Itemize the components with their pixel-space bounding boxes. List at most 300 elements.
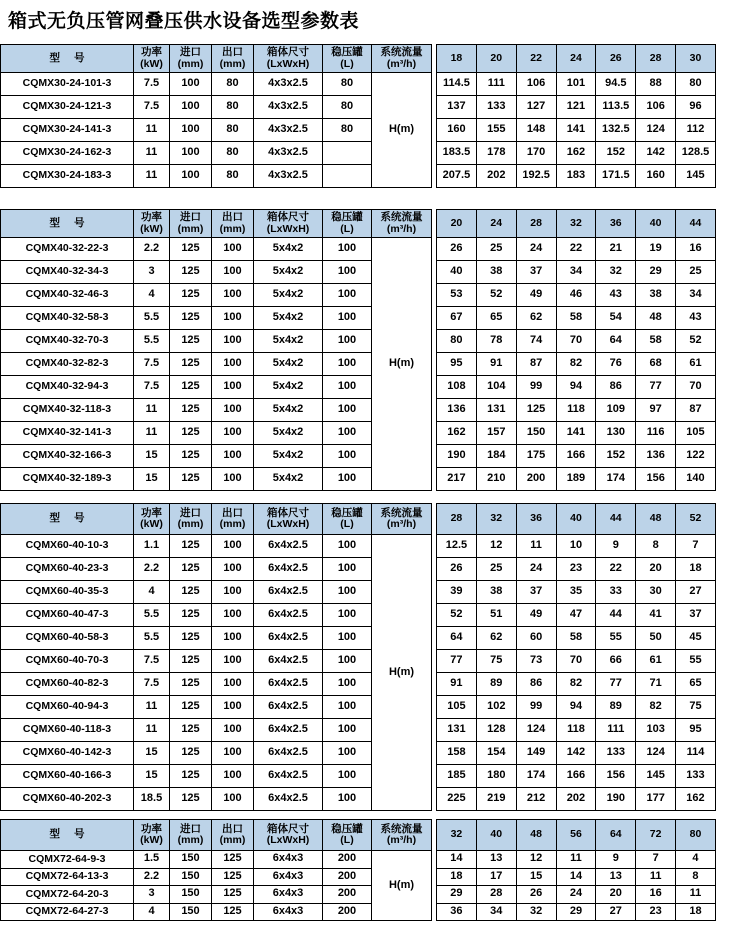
cell-head-value: 8	[676, 868, 716, 886]
page-title: 箱式无负压管网叠压供水设备选型参数表	[8, 10, 360, 32]
cell-head-value: 112	[676, 119, 716, 142]
cell-head-value: 77	[437, 650, 477, 673]
cell-head-value: 184	[476, 445, 516, 468]
table-row	[1, 650, 716, 673]
header-unit: (LxWxH)	[266, 57, 310, 70]
cell-head-value: 21	[596, 238, 636, 261]
flow-value-header: 22	[516, 45, 556, 73]
spec-table-4	[0, 819, 716, 921]
cell-box-size: 5x4x2	[254, 376, 323, 399]
header-unit: (mm)	[219, 57, 246, 70]
cell-model: CQMX40-32-82-3	[1, 353, 134, 376]
cell-head-value: 124	[516, 719, 556, 742]
cell-outlet: 100	[212, 376, 254, 399]
cell-head-value: 160	[437, 119, 477, 142]
cell-head-value: 23	[556, 558, 596, 581]
cell-model: CQMX60-40-166-3	[1, 765, 134, 788]
header-unit: (L)	[340, 834, 354, 846]
cell-outlet: 100	[212, 468, 254, 491]
cell-model: CQMX60-40-118-3	[1, 719, 134, 742]
cell-head-value: 16	[636, 886, 676, 904]
cell-model: CQMX40-32-34-3	[1, 261, 134, 284]
cell-power: 15	[134, 445, 170, 468]
cell-head-value: 18	[676, 903, 716, 921]
flow-value-header: 48	[516, 820, 556, 851]
cell-head-value: 87	[676, 399, 716, 422]
cell-head-value: 86	[596, 376, 636, 399]
cell-model: CQMX30-24-162-3	[1, 142, 134, 165]
cell-power: 11	[134, 119, 170, 142]
cell-head-value: 61	[676, 353, 716, 376]
flow-value-header: 40	[556, 504, 596, 535]
cell-outlet: 80	[212, 96, 254, 119]
cell-head-value: 12	[516, 851, 556, 869]
cell-head-value: 105	[437, 696, 477, 719]
cell-tank: 100	[323, 353, 372, 376]
cell-tank: 100	[323, 696, 372, 719]
cell-head-value: 74	[516, 330, 556, 353]
header-inlet	[170, 210, 212, 238]
flow-value-header: 44	[596, 504, 636, 535]
cell-head-value: 15	[516, 868, 556, 886]
cell-tank: 100	[323, 604, 372, 627]
cell-head-value: 109	[596, 399, 636, 422]
cell-head-value: 202	[476, 165, 516, 188]
cell-head-value: 113.5	[596, 96, 636, 119]
cell-head-value: 174	[516, 765, 556, 788]
cell-tank: 100	[323, 445, 372, 468]
cell-model: CQMX72-64-13-3	[1, 868, 134, 886]
cell-head-value: 77	[636, 376, 676, 399]
cell-head-value: 30	[636, 581, 676, 604]
cell-box-size: 5x4x2	[254, 399, 323, 422]
cell-head-value: 118	[556, 399, 596, 422]
cell-power: 4	[134, 284, 170, 307]
header-line: 箱体尺寸	[267, 211, 309, 224]
cell-model: CQMX60-40-70-3	[1, 650, 134, 673]
header-line: 功率	[141, 46, 162, 59]
cell-tank: 80	[323, 119, 372, 142]
cell-power: 4	[134, 581, 170, 604]
cell-head-value: 95	[676, 719, 716, 742]
header-unit: (L)	[340, 57, 354, 70]
cell-box-size: 5x4x2	[254, 468, 323, 491]
header-power	[134, 210, 170, 238]
cell-head-value: 11	[556, 851, 596, 869]
header-line: 功率	[141, 506, 162, 519]
header-line: 稳压罐	[331, 822, 363, 835]
cell-inlet: 125	[170, 650, 212, 673]
header-unit: (LxWxH)	[266, 834, 310, 846]
cell-head-value: 122	[676, 445, 716, 468]
cell-power: 2.2	[134, 558, 170, 581]
table-row	[1, 742, 716, 765]
cell-head-value: 106	[636, 96, 676, 119]
cell-head-value: 62	[476, 627, 516, 650]
cell-box-size: 5x4x2	[254, 307, 323, 330]
cell-head-value: 24	[556, 886, 596, 904]
cell-power: 7.5	[134, 650, 170, 673]
cell-head-value: 127	[516, 96, 556, 119]
cell-outlet: 125	[212, 851, 254, 869]
table-header-row	[1, 45, 716, 73]
cell-box-size: 6x4x3	[254, 886, 323, 904]
cell-box-size: 6x4x2.5	[254, 535, 323, 558]
table-row	[1, 165, 716, 188]
cell-head-value: 82	[556, 353, 596, 376]
cell-box-size: 5x4x2	[254, 422, 323, 445]
cell-power: 11	[134, 719, 170, 742]
table-row	[1, 261, 716, 284]
cell-head-value: 9	[596, 851, 636, 869]
header-unit: (mm)	[177, 222, 204, 235]
cell-head-value: 152	[596, 142, 636, 165]
cell-head-value: 75	[676, 696, 716, 719]
cell-head-value: 77	[596, 673, 636, 696]
cell-box-size: 6x4x2.5	[254, 696, 323, 719]
cell-inlet: 125	[170, 627, 212, 650]
cell-head-value: 25	[476, 238, 516, 261]
cell-head-value: 58	[556, 627, 596, 650]
cell-head-value: 14	[437, 851, 477, 869]
cell-inlet: 125	[170, 284, 212, 307]
cell-head-value: 105	[676, 422, 716, 445]
table-row	[1, 284, 716, 307]
cell-head-value: 44	[596, 604, 636, 627]
header-unit: (mm)	[177, 57, 204, 70]
spec-block-4	[0, 819, 716, 921]
cell-power: 5.5	[134, 307, 170, 330]
cell-head-value: 4	[676, 851, 716, 869]
cell-head-value: 142	[556, 742, 596, 765]
cell-head-value: 150	[516, 422, 556, 445]
cell-tank: 100	[323, 330, 372, 353]
cell-head-value: 43	[676, 307, 716, 330]
cell-model: CQMX30-24-183-3	[1, 165, 134, 188]
cell-head-value: 178	[476, 142, 516, 165]
cell-outlet: 100	[212, 673, 254, 696]
cell-head-value: 124	[636, 742, 676, 765]
flow-value-header: 36	[596, 210, 636, 238]
cell-tank: 100	[323, 673, 372, 696]
cell-head-value: 67	[437, 307, 477, 330]
cell-inlet: 125	[170, 581, 212, 604]
cell-inlet: 125	[170, 376, 212, 399]
cell-head-value: 177	[636, 788, 676, 811]
cell-head-value: 75	[476, 650, 516, 673]
cell-model: CQMX40-32-141-3	[1, 422, 134, 445]
header-unit: (m³/h)	[386, 518, 417, 530]
cell-head-value: 145	[676, 165, 716, 188]
cell-inlet: 150	[170, 851, 212, 869]
flow-value-header: 28	[516, 210, 556, 238]
cell-head-value: 94	[556, 376, 596, 399]
cell-head-value: 78	[476, 330, 516, 353]
cell-outlet: 100	[212, 261, 254, 284]
header-line: 出口	[222, 822, 243, 835]
table-header-row	[1, 820, 716, 851]
cell-inlet: 125	[170, 445, 212, 468]
cell-head-value: 37	[516, 581, 556, 604]
cell-outlet: 100	[212, 307, 254, 330]
header-unit: (kW)	[140, 57, 163, 70]
cell-box-size: 6x4x2.5	[254, 581, 323, 604]
cell-head-value: 49	[516, 604, 556, 627]
cell-head-value: 26	[437, 238, 477, 261]
cell-tank: 100	[323, 788, 372, 811]
cell-head-value: 162	[437, 422, 477, 445]
cell-head-value: 29	[437, 886, 477, 904]
cell-head-value: 32	[596, 261, 636, 284]
header-unit: (m³/h)	[386, 834, 417, 846]
flow-value-header: 20	[437, 210, 477, 238]
cell-model: CQMX60-40-10-3	[1, 535, 134, 558]
cell-head-value: 183	[556, 165, 596, 188]
header-outlet	[212, 45, 254, 73]
cell-head-value: 14	[556, 868, 596, 886]
cell-head-value: 154	[476, 742, 516, 765]
cell-outlet: 80	[212, 142, 254, 165]
cell-inlet: 125	[170, 742, 212, 765]
header-line: 箱体尺寸	[267, 46, 309, 59]
table-row	[1, 719, 716, 742]
cell-head-value: 160	[636, 165, 676, 188]
cell-inlet: 125	[170, 422, 212, 445]
cell-power: 1.1	[134, 535, 170, 558]
cell-head-value: 108	[437, 376, 477, 399]
cell-tank: 100	[323, 399, 372, 422]
flow-value-header: 28	[636, 45, 676, 73]
cell-model: CQMX40-32-70-3	[1, 330, 134, 353]
cell-box-size: 4x3x2.5	[254, 142, 323, 165]
cell-head-value: 65	[476, 307, 516, 330]
cell-outlet: 100	[212, 581, 254, 604]
cell-inlet: 125	[170, 399, 212, 422]
cell-head-value: 38	[476, 261, 516, 284]
cell-head-value: 24	[516, 238, 556, 261]
cell-head-value: 10	[556, 535, 596, 558]
cell-head-value: 158	[437, 742, 477, 765]
cell-model: CQMX40-32-94-3	[1, 376, 134, 399]
cell-head-value: 7	[676, 535, 716, 558]
cell-head-value: 28	[476, 886, 516, 904]
flow-value-header: 32	[476, 504, 516, 535]
cell-head-value: 185	[437, 765, 477, 788]
header-power	[134, 820, 170, 851]
cell-head-value: 19	[636, 238, 676, 261]
cell-head-value: 174	[596, 468, 636, 491]
table-row	[1, 307, 716, 330]
header-unit: (LxWxH)	[266, 222, 310, 235]
header-line: 系统流量	[380, 506, 423, 519]
cell-head-value: 130	[596, 422, 636, 445]
cell-head-value: 128	[476, 719, 516, 742]
cell-head-value: 82	[556, 673, 596, 696]
header-line: 系统流量	[380, 46, 423, 59]
cell-head-value: 137	[437, 96, 477, 119]
header-line: 进口	[180, 822, 201, 835]
head-unit-label: H(m)	[372, 535, 432, 811]
cell-head-value: 200	[516, 468, 556, 491]
cell-outlet: 100	[212, 650, 254, 673]
header-unit: (L)	[340, 518, 354, 530]
cell-model: CQMX60-40-23-3	[1, 558, 134, 581]
cell-head-value: 142	[636, 142, 676, 165]
cell-tank: 100	[323, 468, 372, 491]
cell-outlet: 100	[212, 742, 254, 765]
flow-value-header: 64	[596, 820, 636, 851]
cell-box-size: 4x3x2.5	[254, 165, 323, 188]
flow-value-header: 20	[476, 45, 516, 73]
header-box-size	[254, 210, 323, 238]
header-inlet	[170, 820, 212, 851]
cell-tank: 100	[323, 284, 372, 307]
cell-model: CQMX60-40-202-3	[1, 788, 134, 811]
table-row	[1, 673, 716, 696]
cell-head-value: 34	[676, 284, 716, 307]
cell-head-value: 33	[596, 581, 636, 604]
cell-outlet: 125	[212, 903, 254, 921]
header-inlet	[170, 504, 212, 535]
cell-head-value: 29	[556, 903, 596, 921]
table-row	[1, 376, 716, 399]
cell-model: CQMX40-32-22-3	[1, 238, 134, 261]
header-unit: (m³/h)	[386, 57, 417, 70]
header-line: 进口	[180, 46, 201, 59]
cell-head-value: 145	[636, 765, 676, 788]
cell-head-value: 61	[636, 650, 676, 673]
cell-head-value: 17	[476, 868, 516, 886]
flow-value-header: 36	[516, 504, 556, 535]
cell-head-value: 91	[437, 673, 477, 696]
cell-box-size: 6x4x2.5	[254, 719, 323, 742]
cell-head-value: 111	[476, 73, 516, 96]
cell-box-size: 6x4x2.5	[254, 673, 323, 696]
table-row	[1, 765, 716, 788]
flow-value-header: 40	[636, 210, 676, 238]
cell-head-value: 136	[437, 399, 477, 422]
cell-power: 2.2	[134, 238, 170, 261]
cell-inlet: 100	[170, 96, 212, 119]
cell-head-value: 53	[437, 284, 477, 307]
cell-tank: 100	[323, 581, 372, 604]
cell-power: 3	[134, 886, 170, 904]
cell-head-value: 157	[476, 422, 516, 445]
flow-value-header: 52	[676, 504, 716, 535]
cell-head-value: 20	[636, 558, 676, 581]
cell-inlet: 125	[170, 468, 212, 491]
cell-head-value: 22	[556, 238, 596, 261]
cell-head-value: 96	[676, 96, 716, 119]
cell-outlet: 80	[212, 119, 254, 142]
cell-head-value: 26	[516, 886, 556, 904]
cell-model: CQMX30-24-121-3	[1, 96, 134, 119]
header-line: 出口	[222, 506, 243, 519]
flow-value-header: 28	[437, 504, 477, 535]
table-row	[1, 238, 716, 261]
cell-box-size: 6x4x2.5	[254, 558, 323, 581]
cell-head-value: 46	[556, 284, 596, 307]
cell-head-value: 183.5	[437, 142, 477, 165]
cell-power: 11	[134, 422, 170, 445]
table-row	[1, 581, 716, 604]
cell-inlet: 100	[170, 165, 212, 188]
cell-head-value: 148	[516, 119, 556, 142]
cell-head-value: 49	[516, 284, 556, 307]
cell-tank: 100	[323, 261, 372, 284]
spec-block-2	[0, 209, 716, 491]
cell-head-value: 60	[516, 627, 556, 650]
flow-value-header: 18	[437, 45, 477, 73]
cell-head-value: 133	[476, 96, 516, 119]
cell-outlet: 125	[212, 868, 254, 886]
flow-value-header: 48	[636, 504, 676, 535]
cell-head-value: 70	[676, 376, 716, 399]
cell-head-value: 128.5	[676, 142, 716, 165]
cell-head-value: 36	[437, 903, 477, 921]
header-line: 出口	[222, 211, 243, 224]
cell-tank: 200	[323, 851, 372, 869]
header-model: 型号	[1, 820, 134, 851]
cell-head-value: 11	[516, 535, 556, 558]
header-flow	[372, 210, 432, 238]
cell-head-value: 219	[476, 788, 516, 811]
cell-head-value: 25	[476, 558, 516, 581]
cell-inlet: 100	[170, 73, 212, 96]
cell-head-value: 37	[676, 604, 716, 627]
cell-head-value: 141	[556, 422, 596, 445]
header-line: 功率	[141, 822, 162, 835]
cell-tank: 100	[323, 238, 372, 261]
cell-head-value: 131	[437, 719, 477, 742]
cell-head-value: 34	[476, 903, 516, 921]
cell-box-size: 6x4x2.5	[254, 604, 323, 627]
cell-head-value: 166	[556, 445, 596, 468]
table-row	[1, 422, 716, 445]
table-row	[1, 119, 716, 142]
cell-head-value: 118	[556, 719, 596, 742]
cell-power: 1.5	[134, 851, 170, 869]
cell-head-value: 11	[636, 868, 676, 886]
header-box-size	[254, 45, 323, 73]
cell-tank: 100	[323, 376, 372, 399]
cell-head-value: 114	[676, 742, 716, 765]
cell-head-value: 190	[596, 788, 636, 811]
header-unit: (mm)	[219, 222, 246, 235]
cell-inlet: 125	[170, 788, 212, 811]
cell-head-value: 38	[636, 284, 676, 307]
cell-head-value: 180	[476, 765, 516, 788]
cell-head-value: 155	[476, 119, 516, 142]
cell-head-value: 54	[596, 307, 636, 330]
cell-head-value: 149	[516, 742, 556, 765]
header-model: 型号	[1, 210, 134, 238]
header-line: 系统流量	[380, 211, 423, 224]
cell-head-value: 124	[636, 119, 676, 142]
flow-value-header: 72	[636, 820, 676, 851]
cell-box-size: 4x3x2.5	[254, 119, 323, 142]
header-flow	[372, 504, 432, 535]
cell-head-value: 141	[556, 119, 596, 142]
cell-head-value: 103	[636, 719, 676, 742]
cell-head-value: 41	[636, 604, 676, 627]
cell-head-value: 166	[556, 765, 596, 788]
cell-head-value: 26	[437, 558, 477, 581]
cell-outlet: 100	[212, 696, 254, 719]
header-line: 进口	[180, 506, 201, 519]
cell-head-value: 212	[516, 788, 556, 811]
cell-inlet: 125	[170, 696, 212, 719]
